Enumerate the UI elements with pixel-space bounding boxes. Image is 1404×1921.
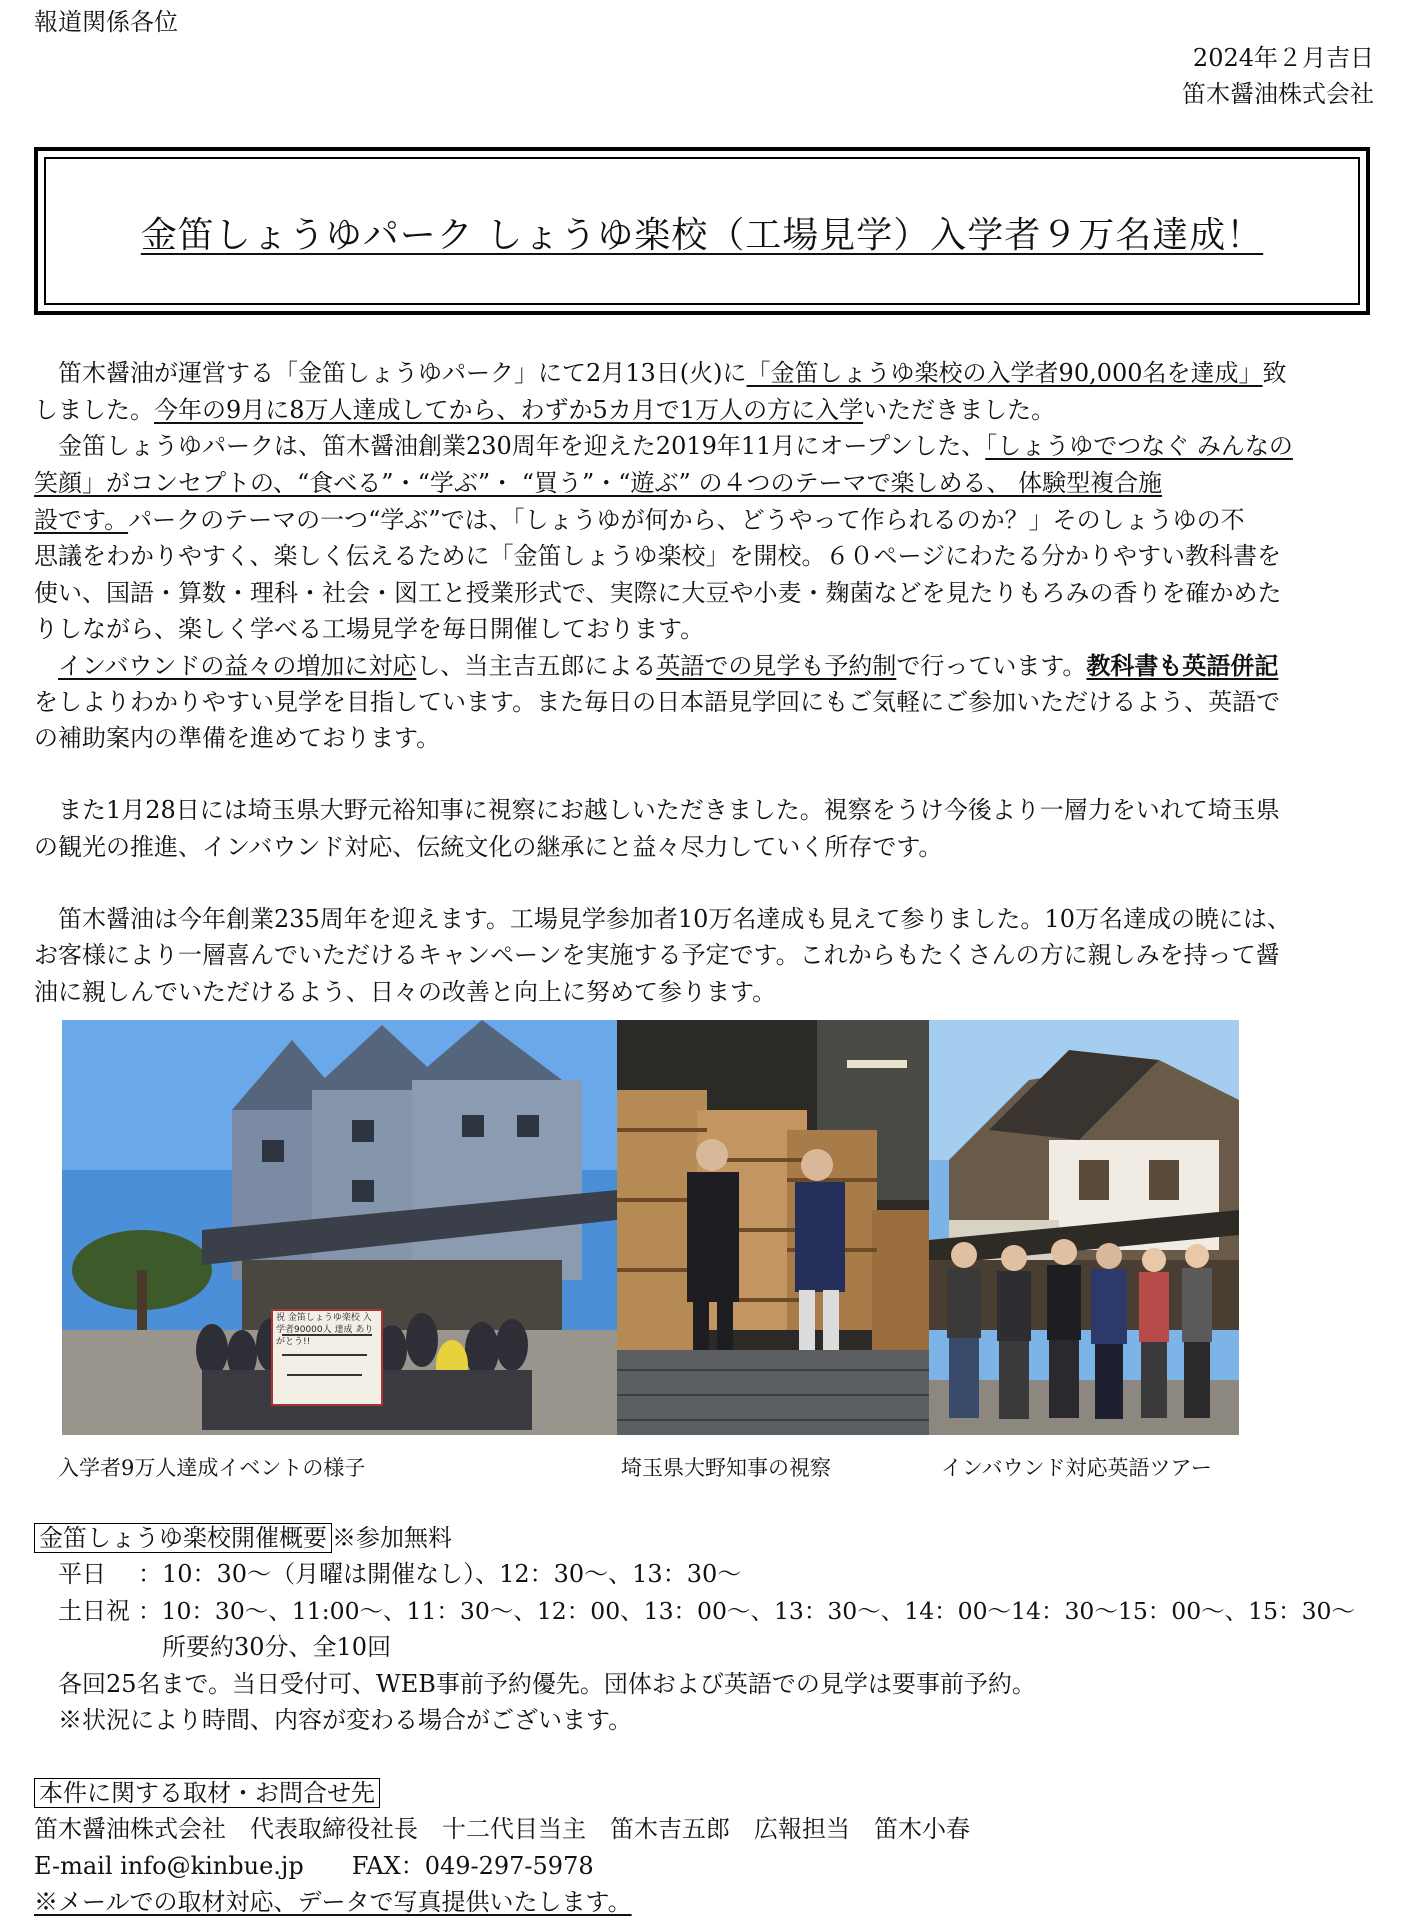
caption-english-tour: インバウンド対応英語ツアー bbox=[941, 1456, 1212, 1480]
title-frame bbox=[34, 147, 1370, 315]
p5-line2: お客様により一層喜んでいただけるキャンペーンを実施する予定です。これからもたくさんの方に親しみを持って醤 bbox=[34, 941, 1280, 969]
p5-line3: 油に親しんでいただけるよう、日々の改善と向上に努めて参ります。 bbox=[34, 978, 777, 1006]
p2-line5: 使い、国語・算数・理科・社会・図工と授業形式で、実際に大豆や小麦・麹菌などを見たりもろみの香りを確かめた bbox=[34, 579, 1282, 607]
p2-line4: 思議をわかりやすく、楽しく伝えるために「金笛しょうゆ楽校」を開校。６０ページにわたる分かりやすい教科書を bbox=[34, 542, 1282, 570]
weekday-times: ：10：30～（月曜は開催なし）、12：30～、13：30～ bbox=[138, 1560, 742, 1588]
p4-line2: の観光の推進、インバウンド対応、伝統文化の継承にと益々尽力していく所存です。 bbox=[34, 833, 943, 861]
overview-note: ※参加無料 bbox=[332, 1524, 452, 1552]
p1-line1: 笛木醤油が運営する「金笛しょうゆパーク」にて2月13日(火)に「金笛しょうゆ楽校の入学者90,000名を達成」致 bbox=[34, 359, 1287, 387]
p2-line1: 金笛しょうゆパークは、笛木醤油創業230周年を迎えた2019年11月にオープンした、「しょうゆでつなぐ みんなの bbox=[34, 432, 1293, 460]
english-tour-photo bbox=[929, 1020, 1239, 1435]
p3-line3: の補助案内の準備を進めております。 bbox=[34, 724, 441, 752]
overview-heading-line bbox=[34, 1520, 452, 1557]
contact-heading-line bbox=[34, 1775, 380, 1812]
p2-line2: 笑顔」がコンセプトの、“食べる”・“学ぶ”・ “買う”・“遊ぶ” の４つのテーマで楽しめる、 体験型複合施 bbox=[34, 469, 1163, 497]
p2-line6: りしながら、楽しく学べる工場見学を毎日開催しております。 bbox=[34, 615, 705, 643]
p1-line2: しました。今年の9月に8万人達成してから、わずか5カ月で1万人の方に入学いただきました。 bbox=[34, 396, 1056, 424]
event-photo bbox=[62, 1020, 617, 1435]
p4-line1: また1月28日には埼玉県大野元裕知事に視察にお越しいただきました。視察をうけ今後より一層力をいれて埼玉県 bbox=[34, 796, 1280, 824]
caption-event: 入学者9万人達成イベントの様子 bbox=[58, 1456, 366, 1480]
p3-line1: インバウンドの益々の増加に対応し、当主吉五郎による英語での見学も予約制で行っています。教科書も英語併記 bbox=[58, 651, 1279, 680]
governor-visit-photo bbox=[617, 1020, 929, 1435]
celebration-banner-text: 祝 金笛しょうゆ楽校 入学者90000人 達成 ありがとう!! bbox=[276, 1313, 374, 1347]
duration: 所要約30分、全10回 bbox=[162, 1633, 392, 1661]
contact-note: ※メールでの取材対応、データで写真提供いたします。 bbox=[34, 1888, 632, 1916]
capacity: 各回25名まで。当日受付可、WEB事前予約優先。団体および英語での見学は要事前予約。 bbox=[58, 1670, 1036, 1698]
addressee: 報道関係各位 bbox=[34, 8, 178, 36]
issue-date: 2024年２月吉日 bbox=[1192, 44, 1374, 72]
p3-line2: をしよりわかりやすい見学を目指しています。また毎日の日本語見学回にもご気軽にご参加いただけるよう、英語で bbox=[34, 688, 1281, 716]
contact-heading: 本件に関する取材・お問合せ先 bbox=[34, 1778, 380, 1808]
p5-line1: 笛木醤油は今年創業235周年を迎えます。工場見学参加者10万名達成も見えて参りました。10万名達成の暁には、 bbox=[34, 905, 1291, 933]
caveat: ※状況により時間、内容が変わる場合がございます。 bbox=[58, 1706, 633, 1734]
contact-people: 笛木醤油株式会社 代表取締役社長 十二代目当主 笛木吉五郎 広報担当 笛木小春 bbox=[34, 1815, 970, 1843]
contact-email-fax: E-mail info@kinbue.jp FAX：049-297-5978 bbox=[34, 1852, 594, 1880]
weekday-label: 平日 bbox=[58, 1560, 106, 1588]
issuer-company: 笛木醤油株式会社 bbox=[1182, 80, 1374, 108]
caption-governor: 埼玉県大野知事の視察 bbox=[621, 1456, 831, 1480]
weekend-times: ：10：30～、11:00～、11：30～、12：00、13：00～、13：30～、14：00～14：30～15：00～、15：30～ bbox=[138, 1597, 1355, 1625]
overview-heading: 金笛しょうゆ楽校開催概要 bbox=[34, 1523, 332, 1553]
weekend-label: 土日祝 bbox=[58, 1597, 130, 1625]
p2-line3: 設です。パークのテーマの一つ“学ぶ”では、「しょうゆが何から、どうやって作られるのか？」そのしょうゆの不 bbox=[34, 506, 1245, 534]
page-title: 金笛しょうゆパーク しょうゆ楽校（工場見学）入学者９万名達成！ bbox=[140, 215, 1264, 256]
